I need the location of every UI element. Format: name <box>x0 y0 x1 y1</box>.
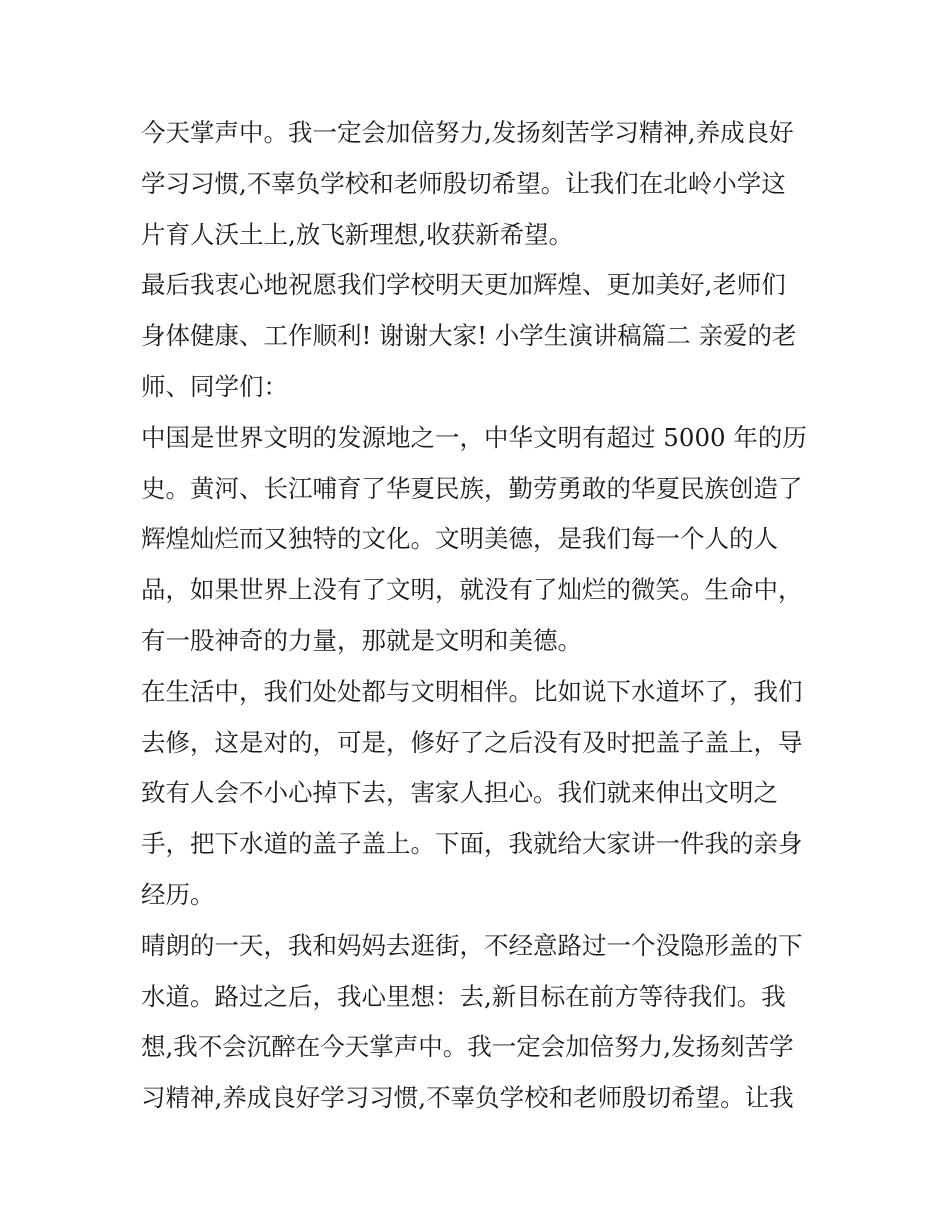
text-line: 有一股神奇的力量，那就是文明和美德。 <box>141 625 582 655</box>
text-line: 史。黄河、长江哺育了华夏民族，勤劳勇敢的华夏民族创造了 <box>141 473 803 503</box>
text-line: 晴朗的一天，我和妈妈去逛街，不经意路过一个没隐形盖的下 <box>141 930 803 960</box>
text-line: 辉煌灿烂而又独特的文化。文明美德，是我们每一个人的人 <box>141 524 778 554</box>
text-line: 致有人会不小心掉下去，害家人担心。我们就来伸出文明之 <box>141 778 778 808</box>
text-line: 今天掌声中。我一定会加倍努力,发扬刻苦学习精神,养成良好 <box>141 118 794 147</box>
text-line: 身体健康、工作顺利! 谢谢大家! 小学生演讲稿篇二 亲爱的老 <box>141 321 797 351</box>
text-line: 最后我衷心地祝愿我们学校明天更加辉煌、更加美好,老师们 <box>141 270 786 300</box>
text-line: 在生活中，我们处处都与文明相伴。比如说下水道坏了，我们 <box>141 676 803 706</box>
text-line: 经历。 <box>141 879 215 909</box>
text-line: 习精神,养成良好学习习惯,不辜负学校和老师殷切希望。让我 <box>141 1083 794 1113</box>
text-line: 中国是世界文明的发源地之一，中华文明有超过 5000 年的历 <box>141 422 807 452</box>
text-line: 水道。路过之后，我心里想：去,新目标在前方等待我们。我 <box>141 981 786 1011</box>
text-line: 品，如果世界上没有了文明，就没有了灿烂的微笑。生命中， <box>141 575 803 605</box>
text-line: 手，把下水道的盖子盖上。下面，我就给大家讲一件我的亲身 <box>141 829 803 859</box>
text-line: 学习习惯,不辜负学校和老师殷切希望。让我们在北岭小学这 <box>141 168 786 198</box>
text-line: 师、同学们： <box>141 371 288 401</box>
document-body-text <box>141 108 821 1124</box>
text-line: 片育人沃土上,放飞新理想,收获新希望。 <box>141 219 574 249</box>
text-line: 去修，这是对的，可是，修好了之后没有及时把盖子盖上，导 <box>141 727 803 757</box>
text-line: 想,我不会沉醉在今天掌声中。我一定会加倍努力,发扬刻苦学 <box>141 1032 794 1062</box>
